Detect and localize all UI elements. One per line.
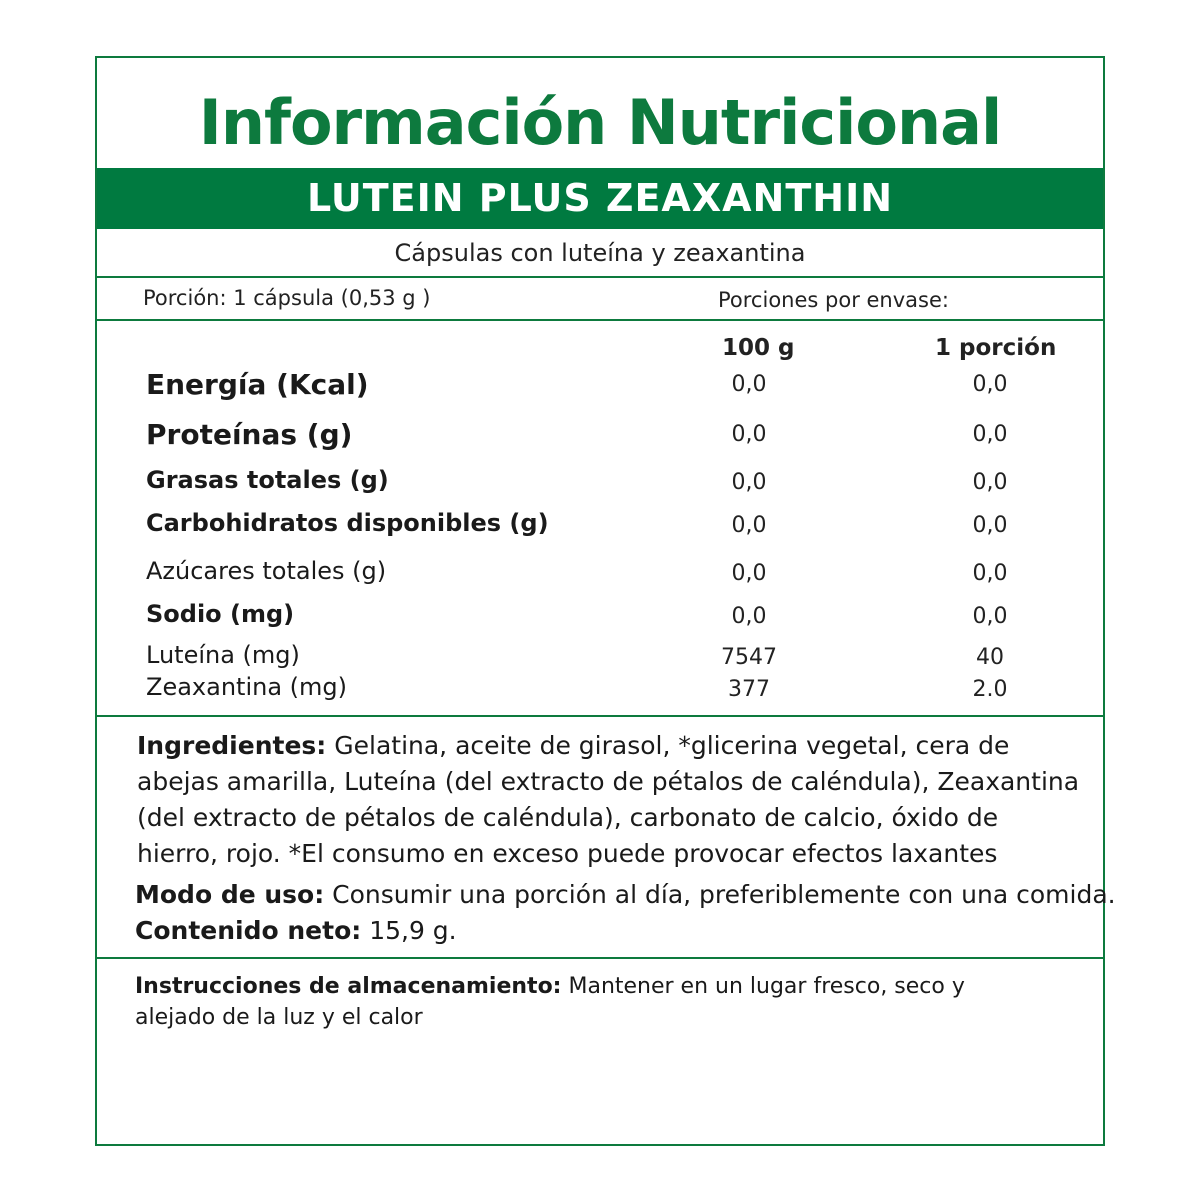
- nutrient-value-portion: 0,0: [972, 470, 1008, 495]
- nutrient-value-portion: 2.0: [972, 677, 1008, 702]
- ingredients-paragraph: [137, 728, 1083, 872]
- nutrient-value-100g: 0,0: [731, 604, 767, 629]
- nutrient-value-100g: 0,0: [731, 372, 767, 397]
- nutrient-row: [97, 466, 1103, 500]
- net-content-label: Contenido neto:: [135, 916, 362, 945]
- nutrient-row: [97, 368, 1103, 402]
- nutrient-row: [97, 641, 1103, 675]
- section-divider: [97, 715, 1103, 717]
- usage-label: Modo de uso:: [135, 880, 325, 909]
- nutrient-value-portion: 0,0: [972, 422, 1008, 447]
- nutrient-name: Energía (Kcal): [146, 368, 369, 401]
- column-header-100g: 100 g: [722, 335, 795, 361]
- section-divider: [97, 957, 1103, 959]
- usage-text: Consumir una porción al día, preferiblemente con una comida.: [324, 880, 1116, 909]
- serving-row: [97, 278, 1103, 321]
- nutrient-name: Sodio (mg): [146, 600, 295, 628]
- net-content-line: [135, 916, 457, 945]
- nutrient-value-100g: 0,0: [731, 422, 767, 447]
- ingredients-label: Ingredientes:: [137, 731, 327, 760]
- product-name-banner: LUTEIN PLUS ZEAXANTHIN: [97, 168, 1103, 229]
- nutrient-value-portion: 0,0: [972, 372, 1008, 397]
- nutrient-value-portion: 40: [976, 645, 1004, 670]
- nutrient-name: Proteínas (g): [146, 418, 353, 451]
- nutrient-name: Carbohidratos disponibles (g): [146, 509, 549, 537]
- nutrient-row: [97, 418, 1103, 452]
- nutrient-name: Zeaxantina (mg): [146, 673, 347, 701]
- nutrient-value-portion: 0,0: [972, 561, 1008, 586]
- serving-size: Porción: 1 cápsula (0,53 g ): [143, 286, 431, 310]
- nutrient-row: [97, 557, 1103, 591]
- servings-per-container: Porciones por envase:: [718, 288, 949, 312]
- product-subtitle: Cápsulas con luteína y zeaxantina: [97, 230, 1103, 278]
- nutrition-label: [95, 56, 1116, 1146]
- nutrient-value-100g: 377: [728, 677, 770, 702]
- nutrient-value-100g: 7547: [721, 645, 777, 670]
- nutrient-name: Luteína (mg): [146, 641, 300, 669]
- usage-line: [135, 880, 1116, 909]
- column-header-portion: 1 porción: [935, 335, 1057, 361]
- nutrient-value-portion: 0,0: [972, 604, 1008, 629]
- ingredients-text: Gelatina, aceite de girasol, *glicerina vegetal, cera de abejas amarilla, Luteína (del extracto de pétalos de caléndula), Zeaxantina (del extracto de pétalos de caléndula), carbonato de calcio, óxido de hierro, rojo. *El consumo en exceso puede provocar efectos laxantes: [137, 731, 1080, 868]
- nutrient-name: Grasas totales (g): [146, 466, 389, 494]
- nutrient-value-100g: 0,0: [731, 470, 767, 495]
- nutrient-value-portion: 0,0: [972, 513, 1008, 538]
- nutrient-name: Azúcares totales (g): [146, 557, 387, 585]
- label-title: Información Nutricional: [198, 86, 1002, 159]
- storage-text: Mantener en un lugar fresco, seco y alejado de la luz y el calor: [135, 974, 965, 1030]
- nutrient-row: [97, 600, 1103, 634]
- net-content-text: 15,9 g.: [361, 916, 457, 945]
- nutrient-row: [97, 509, 1103, 543]
- nutrient-value-100g: 0,0: [731, 561, 767, 586]
- nutrient-row: [97, 673, 1103, 707]
- nutrient-value-100g: 0,0: [731, 513, 767, 538]
- storage-paragraph: [135, 971, 1043, 1033]
- storage-label: Instrucciones de almacenamiento:: [135, 974, 562, 999]
